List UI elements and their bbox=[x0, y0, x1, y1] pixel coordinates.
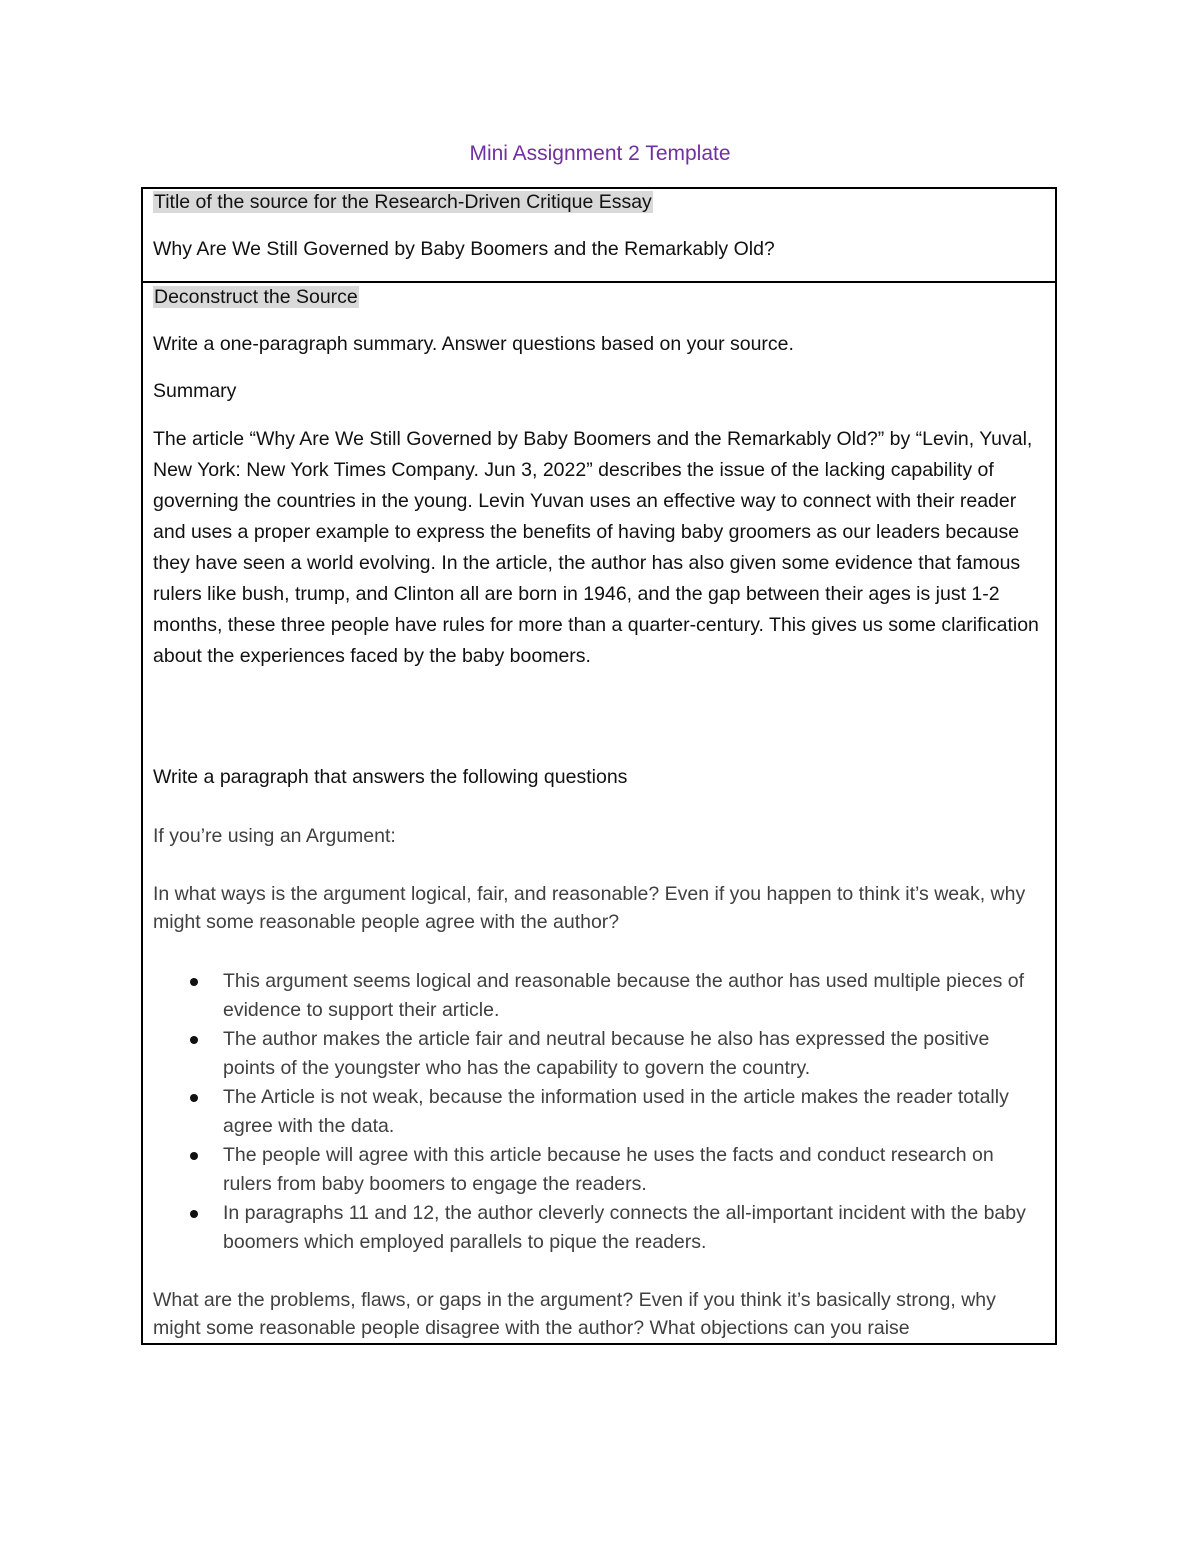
source-title-text: Why Are We Still Governed by Baby Boomers and the Remarkably Old? bbox=[153, 238, 775, 260]
bullet-icon bbox=[190, 978, 198, 986]
bullet-text: The author makes the article fair and neutral because he also has expressed the positive points of the youngster who has the capability to govern the country. bbox=[223, 1028, 990, 1079]
bullet-icon bbox=[190, 1152, 198, 1160]
summary-label: Summary bbox=[153, 380, 237, 402]
source-heading-highlight: Title of the source for the Research-Driven Critique Essay bbox=[154, 191, 652, 213]
deconstruct-cell bbox=[141, 281, 1057, 1345]
deconstruct-instruction: Write a one-paragraph summary. Answer questions based on your source. bbox=[153, 333, 794, 355]
list-item bbox=[153, 1025, 1043, 1083]
deconstruct-heading bbox=[153, 286, 359, 309]
summary-paragraph: The article “Why Are We Still Governed by Baby Boomers and the Remarkably Old?” by “Levin, Yuval, New York: New York Times Company. Jun 3, 2022” describes the issue of the lacking capability of governing the countries in the young. Levin Yuvan uses an effective way to connect with their reader and uses a proper example to express the benefits of having baby groomers as our leaders because they have seen a world evolving. In the article, the author has also given some evidence that famous rulers like bush, trump, and Clinton all are born in 1946, and the gap between their ages is just 1-2 months, these three people have rules for more than a quarter-century. This gives us some clarification about the experiences faced by the baby boomers. bbox=[153, 428, 1039, 667]
bullet-text: This argument seems logical and reasonable because the author has used multiple pieces of evidence to support their article. bbox=[223, 970, 1025, 1021]
list-item bbox=[153, 967, 1043, 1025]
source-heading bbox=[153, 191, 653, 214]
questions-instruction: Write a paragraph that answers the following questions bbox=[153, 766, 628, 788]
bullet-icon bbox=[190, 1036, 198, 1044]
list-item bbox=[153, 1141, 1043, 1199]
bullet-icon bbox=[190, 1210, 198, 1218]
page-title: Mini Assignment 2 Template bbox=[469, 142, 731, 165]
source-title-cell bbox=[141, 187, 1057, 283]
bullet-text: In paragraphs 11 and 12, the author cleverly connects the all-important incident with the baby boomers which employed parallels to pique the readers. bbox=[223, 1202, 1026, 1253]
bullet-text: The Article is not weak, because the information used in the article makes the reader totally agree with the data. bbox=[223, 1086, 1009, 1137]
bullet-icon bbox=[190, 1094, 198, 1102]
argument-label: If you’re using an Argument: bbox=[153, 825, 396, 847]
question-1: In what ways is the argument logical, fair, and reasonable? Even if you happen to think it’s weak, why might some reasonable people agree with the author? bbox=[153, 883, 1026, 933]
question-2: What are the problems, flaws, or gaps in the argument? Even if you think it’s basically strong, why might some reasonable people disagree with the author? What objections can you raise bbox=[153, 1289, 996, 1339]
list-item bbox=[153, 1199, 1043, 1257]
answer-bullet-list bbox=[153, 967, 1043, 1257]
bullet-text: The people will agree with this article because he uses the facts and conduct research on rulers from baby boomers to engage the readers. bbox=[223, 1144, 994, 1195]
list-item bbox=[153, 1083, 1043, 1141]
deconstruct-heading-highlight: Deconstruct the Source bbox=[154, 286, 358, 308]
